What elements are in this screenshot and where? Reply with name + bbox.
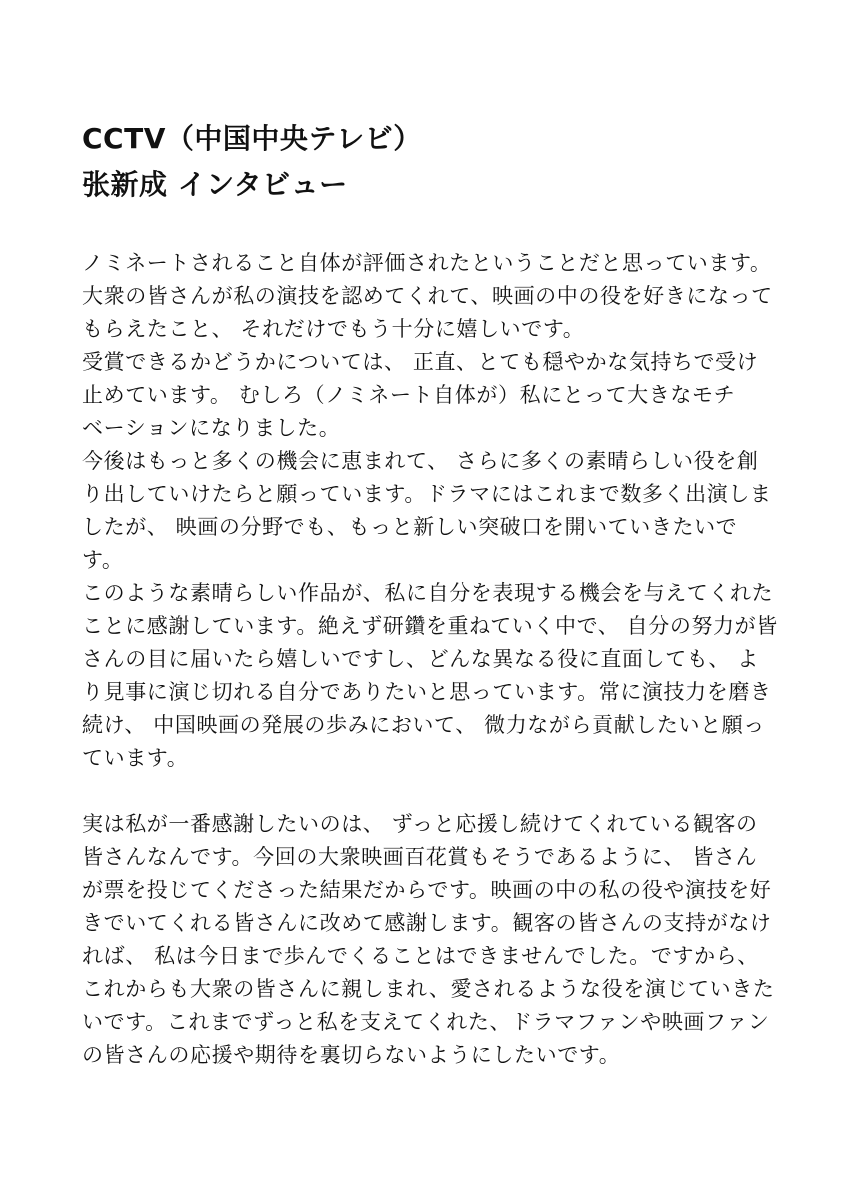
text-line: 今後はもっと多くの機会に恵まれて、 さらに多くの素晴らしい役を創 [82, 449, 759, 473]
text-line: ことに感謝しています。絶えず研鑽を重ねていく中で、 自分の努力が皆 [82, 614, 778, 638]
text-line: これからも大衆の皆さんに親しまれ、愛されるような役を演じていきた [82, 977, 775, 1001]
section-2 [82, 808, 782, 1072]
text-line: いです。これまでずっと私を支えてくれた、ドラマファンや映画ファン [82, 1010, 770, 1034]
text-line: 受賞できるかどうかについては、 正直、とても穏やかな気持ちで受け [82, 350, 759, 374]
paragraph-spacer [82, 775, 782, 808]
text-line: したが、 映画の分野でも、もっと新しい突破口を開いていきたいで [82, 515, 738, 539]
text-line: さんの目に届いたら嬉しいですし、どんな異なる役に直面しても、 よ [82, 647, 759, 671]
text-line: り見事に演じ切れる自分でありたいと思っています。常に演技力を磨き [82, 680, 772, 704]
section-1 [82, 247, 782, 775]
text-line: このような素晴らしい作品が、私に自分を表現する機会を与えてくれた [82, 581, 774, 605]
text-line: 実は私が一番感謝したいのは、 ずっと応援し続けてくれている観客の [82, 812, 758, 836]
text-line: が票を投じてくださった結果だからです。映画の中の私の役や演技を好 [82, 878, 772, 902]
text-line: れば、 私は今日まで歩んでくることはできませんでした。ですから、 [82, 944, 759, 968]
title-line-1: CCTV（中国中央テレビ） [82, 122, 422, 155]
text-line: 続け、 中国映画の発展の歩みにおいて、 微力ながら貢献したいと願っ [82, 713, 765, 737]
interview-body [82, 247, 782, 1072]
text-line: もらえたこと、 それだけでもう十分に嬉しいです。 [82, 317, 585, 341]
text-line: 大衆の皆さんが私の演技を認めてくれて、映画の中の役を好きになって [82, 284, 773, 308]
text-line: 皆さんなんです。今回の大衆映画百花賞もそうであるように、 皆さん [82, 845, 758, 869]
text-line: きでいてくれる皆さんに改めて感謝します。観客の皆さんの支持がなけ [82, 911, 772, 935]
text-line: す。 [82, 548, 124, 572]
text-line: 止めています。 むしろ（ノミネート自体が）私にとって大きなモチ [82, 383, 736, 407]
title-line-2: 张新成 インタビュー [82, 168, 348, 201]
text-line: の皆さんの応援や期待を裏切らないようにしたいです。 [82, 1043, 621, 1067]
text-line: り出していけたらと願っています。ドラマにはこれまで数多く出演しま [82, 482, 772, 506]
text-line: ノミネートされること自体が評価されたということだと思っています。 [82, 251, 772, 275]
text-line: ています。 [82, 746, 189, 770]
title-block [82, 116, 782, 208]
text-line: ベーションになりました。 [82, 416, 341, 440]
